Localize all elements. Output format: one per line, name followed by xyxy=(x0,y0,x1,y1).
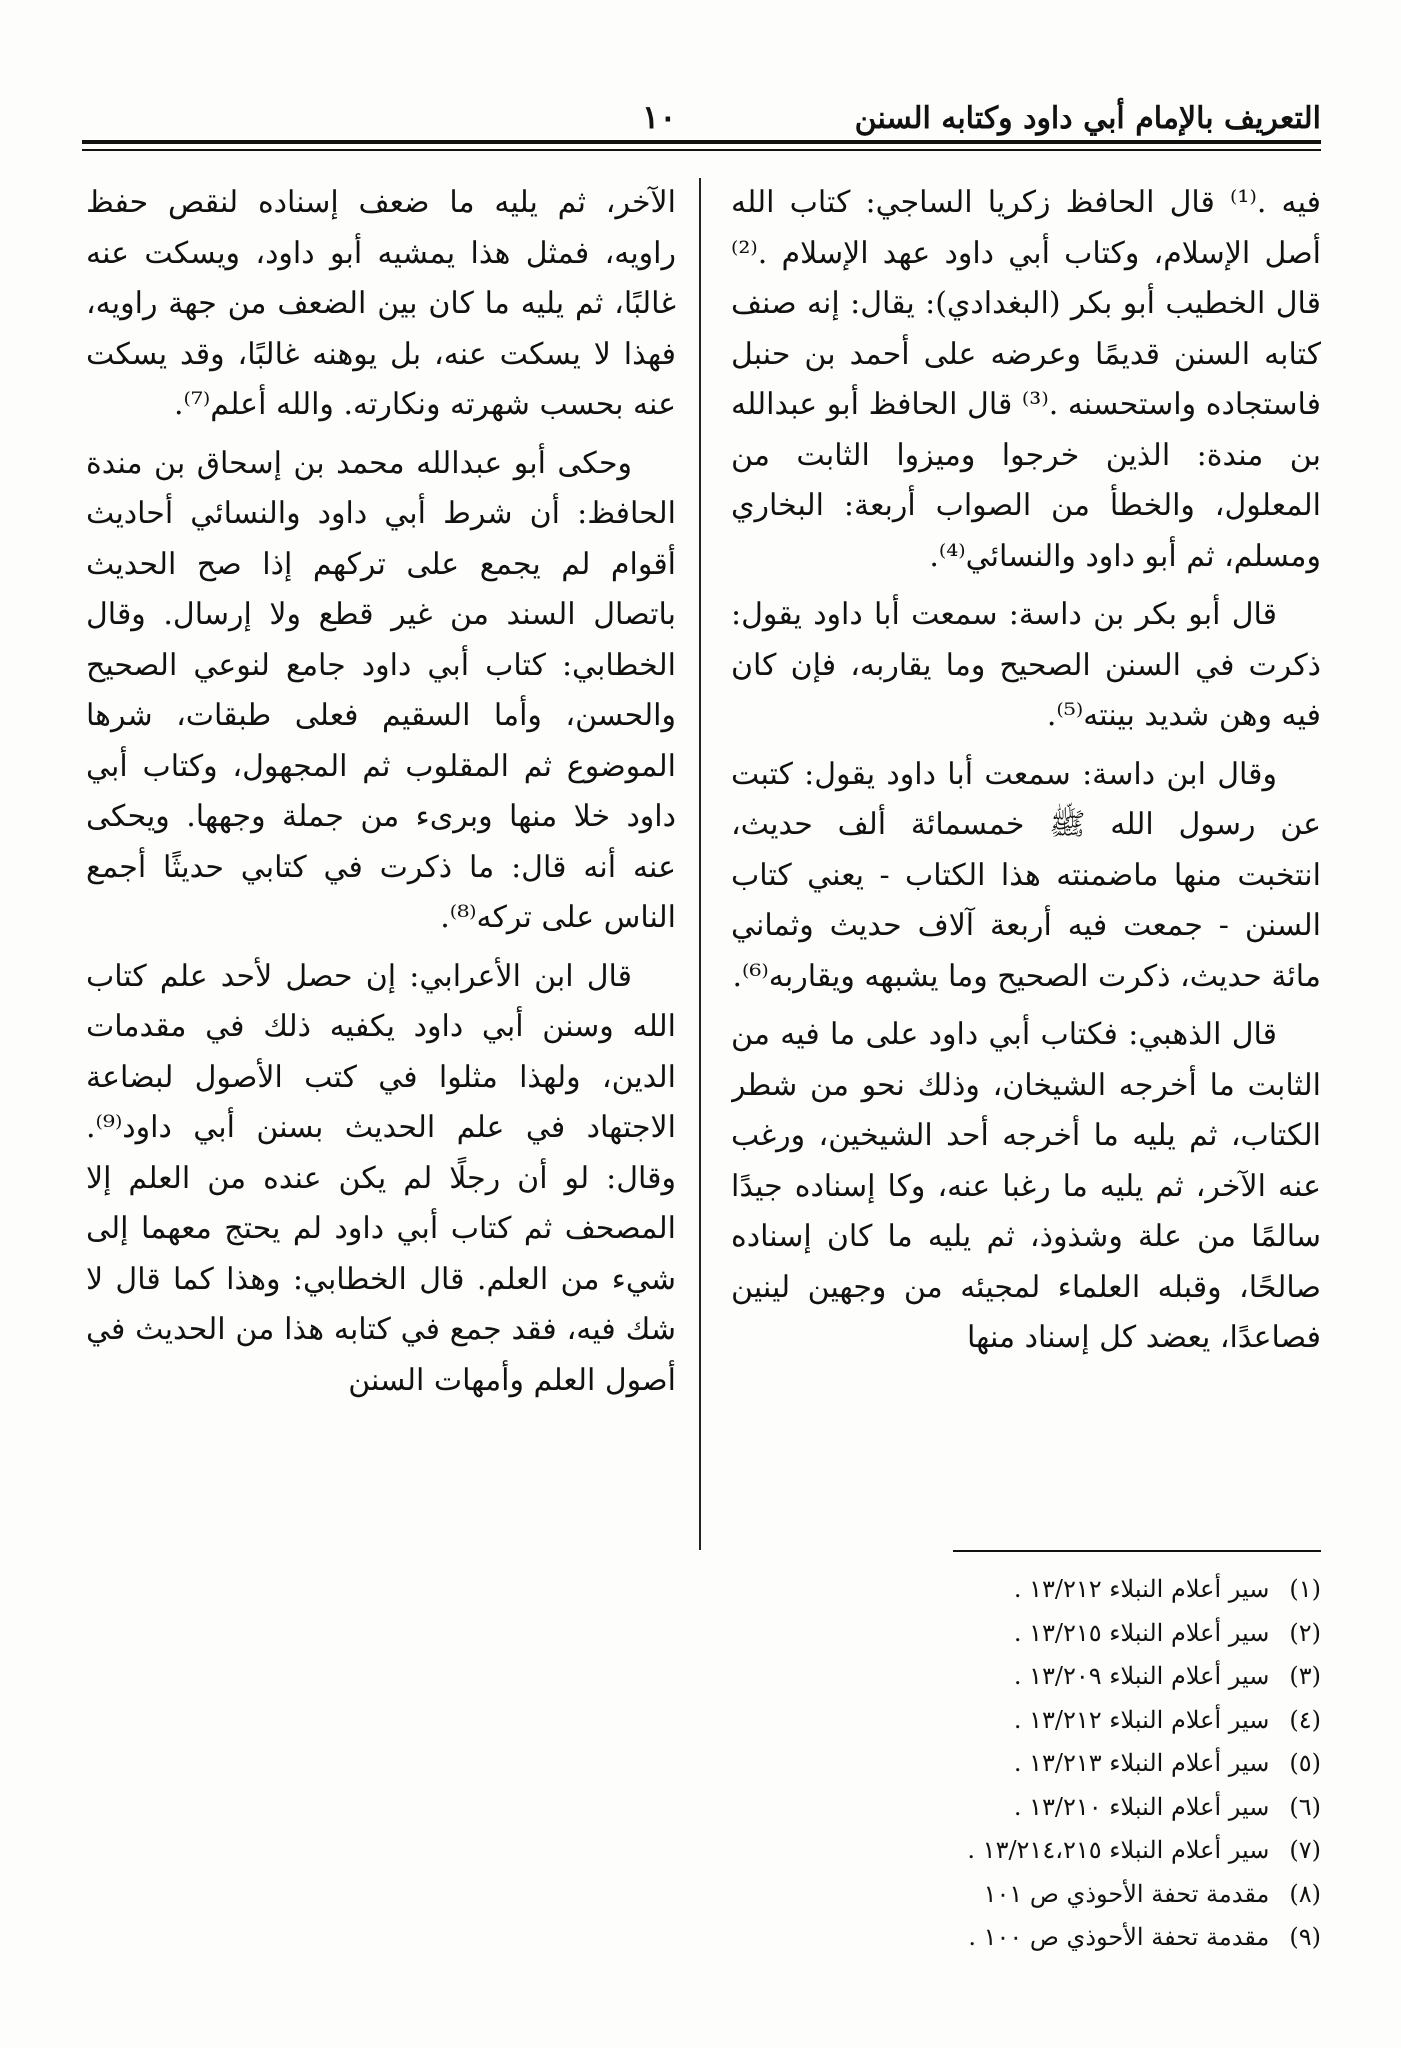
column-divider xyxy=(699,178,701,1550)
footnote-text: مقدمة تحفة الأحوذي ص ١٠١ xyxy=(983,1879,1270,1908)
paragraph: قال ابن الأعرابي: إن حصل لأحد علم كتاب الله وسنن أبي داود يكفيه ذلك في مقدمات الدين، ولهذا مثلوا في كتب الأصول لبضاعة الاجتهاد في علم الحديث بسنن أبي داود⁽⁹⁾. وقال: لو أن رجلًا لم يكن عنده من العلم إلا المصحف ثم كتاب أبي داود لم يحتج معهما إلى شيء من العلم. قال الخطابي: وهذا كما قال لا شك فيه، فقد جمع في كتابه هذا من الحديث في أصول العلم وأمهات السنن xyxy=(86,958,676,1398)
footnote-number: (٣) xyxy=(1289,1662,1321,1690)
footnote-text: سير أعلام النبلاء ١٣/٢١٣ . xyxy=(1013,1749,1270,1777)
footnote-text: سير أعلام النبلاء ١٣/٢١٤،٢١٥ . xyxy=(967,1836,1270,1864)
footnote-text: سير أعلام النبلاء ١٣/٢١٠ . xyxy=(1013,1792,1270,1821)
footnote xyxy=(721,1786,1321,1830)
footnote-text: سير أعلام النبلاء ١٣/٢٠٩ . xyxy=(1013,1662,1270,1690)
footnote-number: (٨) xyxy=(1289,1879,1321,1908)
header-rule-thick xyxy=(82,140,1321,144)
footnote-number: (٤) xyxy=(1289,1705,1321,1734)
footnote-number: (٥) xyxy=(1289,1749,1321,1777)
footnote xyxy=(721,1829,1321,1873)
footnote-text: مقدمة تحفة الأحوذي ص ١٠٠ . xyxy=(968,1923,1270,1951)
footnote xyxy=(721,1873,1321,1917)
paragraph: الآخر، ثم يليه ما ضعف إسناده لنقص حفظ راويه، فمثل هذا يمشيه أبو داود، ويسكت عنه غالبًا، ثم يليه ما كان بين الضعف من جهة راويه، فهذا لا يسكت عنه، بل يوهنه غالبًا، وقد يسكت عنه بحسب شهرته ونكارته. والله أعلم⁽⁷⁾. xyxy=(86,185,676,422)
paragraph: قال الذهبي: فكتاب أبي داود على ما فيه من الثابت ما أخرجه الشيخان، وذلك نحو من شطر الكتاب، ثم يليه ما أخرجه أحد الشيخين، ورغب عنه الآخر، ثم يليه ما رغبا عنه، وكا إسناده جيدًا سالمًا من علة وشذوذ، ثم يليه ما كان إسناده صالحًا، وقبله العلماء لمجيئه من وجهين لينين فصاعدًا، يعضد كل إسناد منها xyxy=(731,1017,1321,1355)
footnote xyxy=(721,1699,1321,1743)
footnotes-separator xyxy=(953,1550,1321,1552)
paragraph: وحكى أبو عبدالله محمد بن إسحاق بن مندة الحافظ: أن شرط أبي داود والنسائي أحاديث أقوام لم يجمع على تركهم إذا صح الحديث باتصال السند من غير قطع ولا إرسال. وقال الخطابي: كتاب أبي داود جامع لنوعي الصحيح والحسن، وأما السقيم فعلى طبقات، شرها الموضوع ثم المقلوب ثم المجهول، وكتاب أبي داود خلا منها وبرىء من جملة وجهها. ويحكى عنه أنه قال: ما ذكرت في كتابي حديثًا أجمع الناس على تركه⁽⁸⁾. xyxy=(86,445,676,935)
footnote-text: سير أعلام النبلاء ١٣/٢١٥ . xyxy=(1013,1618,1270,1647)
page-header xyxy=(82,86,1321,136)
footnote xyxy=(721,1742,1321,1786)
footnote-number: (٧) xyxy=(1289,1836,1321,1864)
footnote-number: (٢) xyxy=(1289,1618,1321,1647)
footnote-number: (٩) xyxy=(1289,1923,1321,1951)
footnote xyxy=(721,1916,1321,1960)
footnote xyxy=(721,1568,1321,1612)
paragraph: وقال ابن داسة: سمعت أبا داود يقول: كتبت عن رسول الله ﷺ خمسمائة ألف حديث، انتخبت منها ماضمنته هذا الكتاب - يعني كتاب السنن - جمعت فيه أربعة آلاف حديث وثماني مائة حديث، ذكرت الصحيح وما يشبهه ويقاربه⁽⁶⁾. xyxy=(731,756,1321,994)
paragraph: فيه .⁽¹⁾ قال الحافظ زكريا الساجي: كتاب الله أصل الإسلام، وكتاب أبي داود عهد الإسلام .⁽²⁾ قال الخطيب أبو بكر (البغدادي): يقال: إنه صنف كتابه السنن قديمًا وعرضه على أحمد بن حنبل فاستجاده واستحسنه .⁽³⁾ قال الحافظ أبو عبدالله بن مندة: الذين خرجوا وميزوا الثابت من المعلول، والخطأ من الصواب أربعة: البخاري ومسلم، ثم أبو داود والنسائي⁽⁴⁾. xyxy=(731,185,1321,574)
paragraph: قال أبو بكر بن داسة: سمعت أبا داود يقول: ذكرت في السنن الصحيح وما يقاربه، فإن كان فيه وهن شديد بينته⁽⁵⁾. xyxy=(731,597,1321,733)
text-column-right xyxy=(731,178,1321,1548)
running-title: التعريف بالإمام أبي داود وكتابه السنن xyxy=(854,101,1321,136)
footnote-number: (١) xyxy=(1289,1575,1321,1603)
footnotes-list xyxy=(721,1568,1321,1960)
footnote-text: سير أعلام النبلاء ١٣/٢١٢ . xyxy=(1013,1575,1270,1603)
header-rule-thin xyxy=(82,149,1321,151)
footnote xyxy=(721,1612,1321,1656)
page-number: ١٠ xyxy=(642,98,677,136)
text-column-left xyxy=(86,178,676,1548)
footnote-text: سير أعلام النبلاء ١٣/٢١٢ . xyxy=(1013,1705,1270,1734)
footnote xyxy=(721,1655,1321,1699)
footnote-number: (٦) xyxy=(1289,1792,1321,1821)
